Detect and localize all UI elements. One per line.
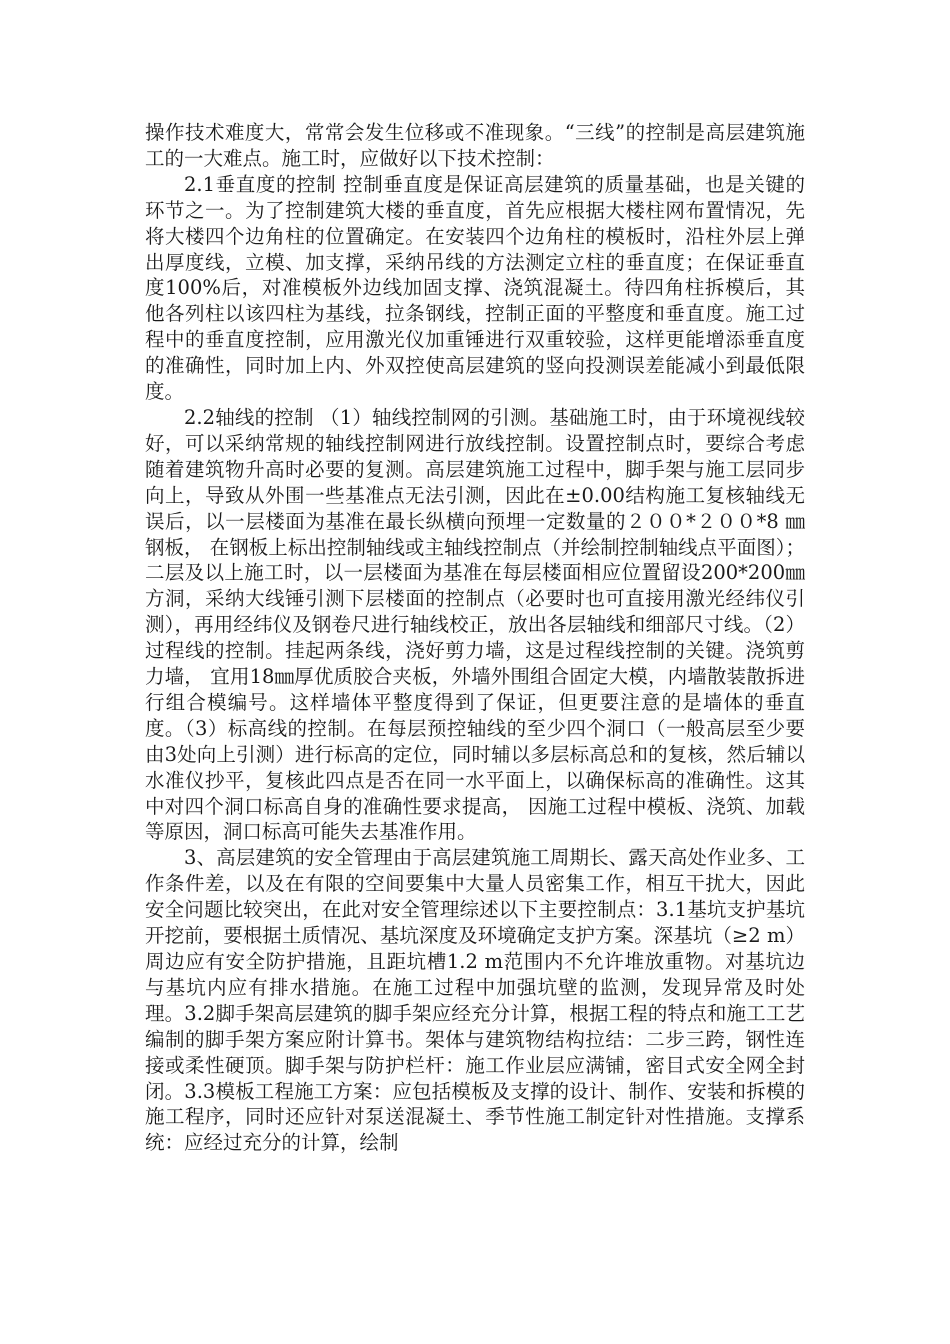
paragraph-axis-control: 2.2轴线的控制 （1）轴线控制网的引测。基础施工时，由于环境视线较好，可以采纳常规的轴线控制网进行放线控制。设置控制点时，要综合考虑随着建筑物升高时必要的复测。高层建筑施工过程中，脚手架与施工层同步向上，导致从外围一些基准点无法引测，因此在±0.00结构施工复核轴线无误后，以一层楼面为基准在最长纵横向预埋一定数量的２００*２００*8 ㎜钢板， 在钢板上标出控制轴线或主轴线控制点（并绘制控制轴线点平面图）；二层及以上施工时，以一层楼面为基准在每层楼面相应位置留设200*200㎜方洞，采纳大线锤引测下层楼面的控制点（必要时也可直接用激光经纬仪引测），再用经纬仪及钢卷尺进行轴线校正，放出各层轴线和细部尺寸线。（2）过程线的控制。挂起两条线，浇好剪力墙，这是过程线控制的关键。浇筑剪力墙， 宜用18㎜厚优质胶合夹板，外墙外围组合固定大模，内墙散装散拆进行组合模编号。这样墙体平整度得到了保证，但更要注意的是墙体的垂直度。（3）标高线的控制。在每层预控轴线的至少四个洞口（一般高层至少要由3处向上引测）进行标高的定位，同时辅以多层标高总和的复核，然后辅以水准仪抄平，复核此四点是否在同一水平面上，以确保标高的准确性。这其中对四个洞口标高自身的准确性要求提高， 因施工过程中模板、浇筑、加载等原因，洞口标高可能失去基准作用。 (145, 405, 805, 844)
paragraph-verticality-control: 2.1垂直度的控制 控制垂直度是保证高层建筑的质量基础，也是关键的环节之一。为了控制建筑大楼的垂直度，首先应根据大楼柱网布置情况，先将大楼四个边角柱的位置确定。在安装四个边角柱的模板时，沿柱外层上弹出厚度线，立模、加支撑，采纳吊线的方法测定立柱的垂直度；在保证垂直度100%后，对准模板外边线加固支撑、浇筑混凝土。待四角柱拆模后，其他各列柱以该四柱为基线，拉条钢线，控制正面的平整度和垂直度。施工过程中的垂直度控制，应用激光仪加重锤进行双重较验，这样更能增添垂直度的准确性，同时加上内、外双控使高层建筑的竖向投测误差能减小到最低限度。 (145, 172, 805, 404)
paragraph-intro: 操作技术难度大，常常会发生位移或不准现象。“三线”的控制是高层建筑施工的一大难点。施工时，应做好以下技术控制： (145, 121, 805, 170)
document-page (145, 120, 805, 1156)
paragraph-safety-management: 3、高层建筑的安全管理由于高层建筑施工周期长、露天高处作业多、工作条件差，以及在有限的空间要集中大量人员密集工作，相互干扰大，因此安全问题比较突出，在此对安全管理综述以下主要控制点：3.1基坑支护基坑开挖前，要根据土质情况、基坑深度及环境确定支护方案。深基坑（≥2 m）周边应有安全防护措施，且距坑槽1.2 m范围内不允许堆放重物。对基坑边与基坑内应有排水措施。在施工过程中加强坑壁的监测，发现异常及时处理。3.2脚手架高层建筑的脚手架应经充分计算，根据工程的特点和施工工艺编制的脚手架方案应附计算书。架体与建筑物结构拉结：二步三跨，钢性连接或柔性硬顶。脚手架与防护栏杆：施工作业层应满铺，密目式安全网全封闭。3.3模板工程施工方案：应包括模板及支撑的设计、制作、安装和拆模的施工程序，同时还应针对泵送混凝土、季节性施工制定针对性措施。支撑系统：应经过充分的计算，绘制 (145, 846, 805, 1155)
